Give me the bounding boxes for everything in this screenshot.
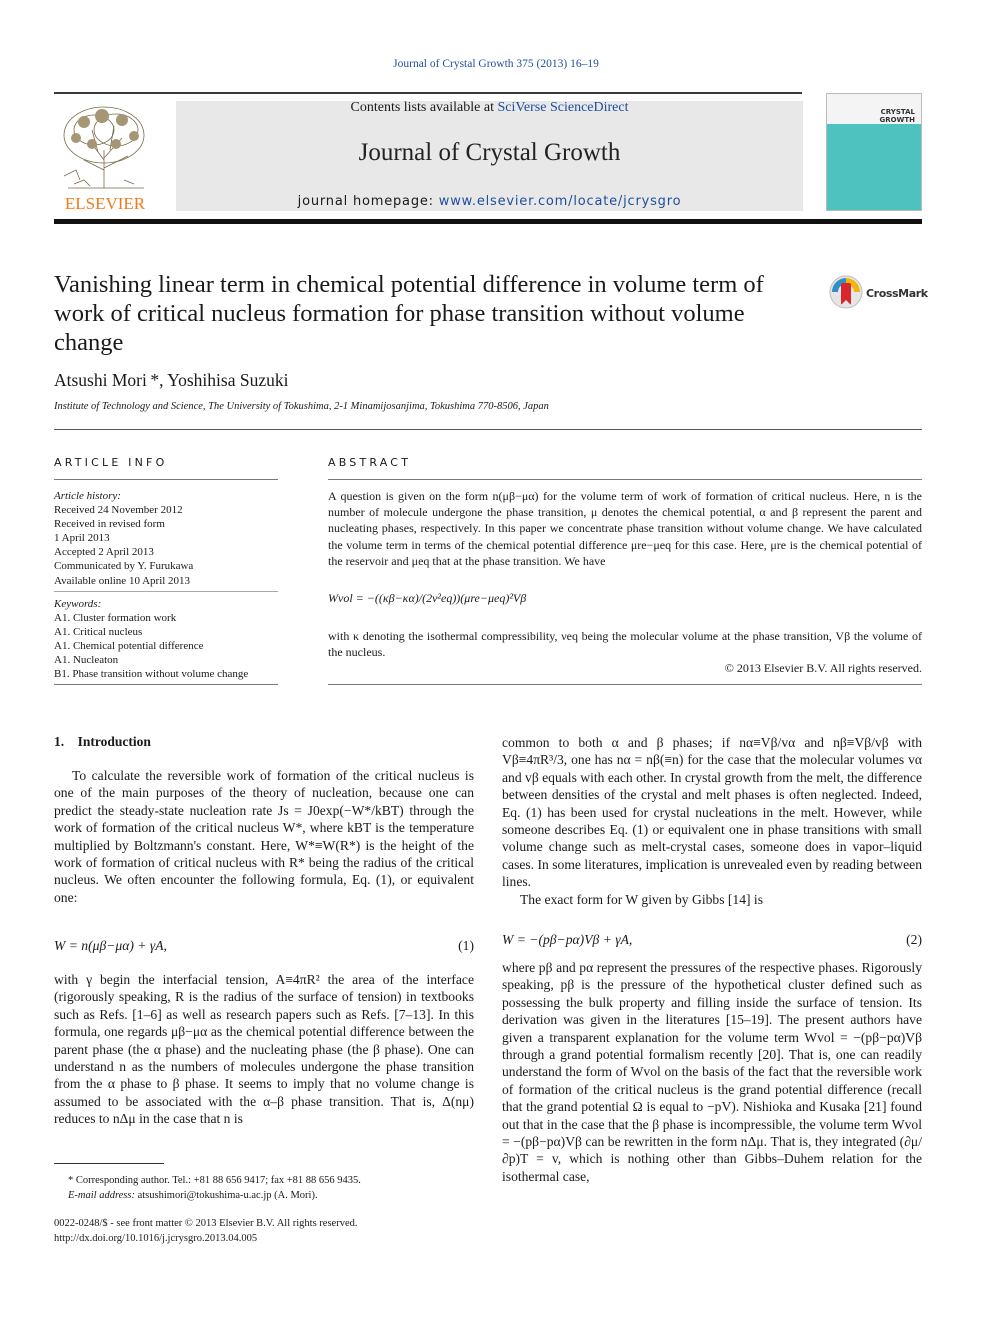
keyword-item: A1. Chemical potential difference [54,640,204,653]
corresponding-author-note: * Corresponding author. Tel.: +81 88 656 9417; fax +81 88 656 9435. [68,1175,361,1186]
abstract-rule [328,479,922,480]
equation-2 [502,932,922,948]
keywords-rule [54,591,278,592]
history-heading: Article history: [54,490,121,502]
doi-link[interactable]: http://dx.doi.org/10.1016/j.jcrysgro.2013.04.005 [54,1233,258,1244]
article-history [54,489,284,588]
email-note [54,1188,474,1203]
footnote-block [54,1173,474,1203]
equation-1 [54,938,474,954]
body-text: common to both α and β phases; if nα≡Vβ/vα and nβ≡Vβ/vβ with Vβ≡4πR³/3, one has nα = nβ(≡n) for the case that the molecular volumes vα and vβ equals with each other. In crystal growth from the melt, the difference between densities of the crystal and melt phases is often neglected. Indeed, Eq. (1) has been used for crystal nucleations in the melt. However, while someone describes Eq. (1) or equivalent one in phase transitions with small volume change such as melt-crystal cases, someone does in vapor–liquid cases. In some literatures, implication is unrevealed even by reading between lines. [502,735,922,890]
cover-title-line-2: GROWTH [879,116,915,124]
abstract-heading: ABSTRACT [328,456,412,469]
abstract-formula: Wvol = −((κβ−κα)/(2v²eq))(μre−μeq)²Vβ [328,591,527,605]
svg-text:ELSEVIER: ELSEVIER [64,194,146,213]
crossmark-label[interactable]: CrossMark [866,287,928,300]
body-text: The exact form for W given by Gibbs [14] is [520,891,763,907]
cover-title [880,108,915,124]
equation-2-formula: W = −(pβ−pα)Vβ + γA, [502,932,633,947]
header-bottom-rule [54,219,922,224]
elsevier-tree-logo [54,100,156,215]
sciencedirect-link[interactable]: SciVerse ScienceDirect [497,100,629,115]
intro-paragraph-1 [54,767,474,906]
homepage-prefix: journal homepage: [297,194,439,209]
keyword-item: A1. Critical nucleus [54,626,143,639]
article-info-bottom-rule [54,684,278,685]
article-title: Vanishing linear term in chemical potential difference in volume term of work of critical nucleus formation for phase transition without volume change [54,271,764,356]
author-affiliation: Institute of Technology and Science, The University of Tokushima, 2-1 Minamijosanjima, Tokushima 770-8506, Japan [54,401,549,412]
history-item: Accepted 2 April 2013 [54,546,154,559]
journal-homepage-line [176,194,803,209]
history-item: Received 24 November 2012 [54,504,183,517]
abstract-paragraph-2: with κ denoting the isothermal compressibility, νeq being the molecular volume at the phase transition, Vβ the volume of the nucleus. [328,629,922,660]
article-info-rule [54,479,278,480]
keywords-heading: Keywords: [54,598,102,610]
history-item: Received in revised form [54,518,165,531]
body-text: with γ begin the interfacial tension, A≡4πR² the area of the interface (rigorously speaking, R is the radius of the surface of tension) in textbooks such as Refs. [1–6] as well as research papers such as Refs. [7–13]. In this formula, one regards μβ−μα as the chemical potential difference between the parent phase (the α phase) and the nucleating phase (the β phase). One can understand n as the numbers of molecules undergone the phase transition from the α phase to β phase. It seems to imply that no volume change is assumed to be associated with the α–β phase transition. That is, Δ(nμ) reduces to nΔμ in the case that n is [54,972,474,1127]
issn-block [54,1216,474,1246]
cover-color-band [827,124,921,210]
body-text: where pβ and pα represent the pressures of the respective phases. Rigorously speaking, pβ is the pressure of the hypothetical cluster defined such as possessing the bulk property and filling inside the surface of tension. Its derivation was given in the literatures [15–19]. The present authors have given a transparent explanation for the volume term Wvol = −(pβ−pα)Vβ through a grand potential formalism recently [20]. That is, one can readily understand the form of Wvol on the basis of the fact that the reversible work of formation of the critical nucleus is the grand potential difference (recall that the grand potential Ω is equal to −pV). Nishioka and Kusaka [21] found out that in the case that the β phase is incompressible, the volume term Wvol = −(pβ−pα)Vβ can be rewritten in the form nΔμ. That is, they integrated (∂μ/∂p)T = v, which is nothing other than Gibbs–Duhem relation for the isothermal case, [502,960,922,1184]
footnote-rule [54,1163,164,1164]
keyword-item: A1. Cluster formation work [54,612,177,625]
body-text: To calculate the reversible work of formation of the critical nucleus is one of the main purposes of the theory of nucleation, because one can predict the steady-state nucleation rate Js = J0exp(−W*/kBT) through the work of formation of the critical nucleus W*, where kBT is the temperature multiplied by Boltzmann's constant. Here, W*≡W(R*) is the height of the work of formation of critical nucleus with R* being the radius of the critical nucleus. We often encounter the following formula, Eq. (1), or equivalent one: [54,768,474,905]
keywords-list [54,597,284,682]
keyword-item: A1. Nucleaton [54,654,119,667]
author-list: Atsushi Mori *, Yoshihisa Suzuki [54,370,289,390]
history-item: 1 April 2013 [54,532,110,545]
equation-2-number: (2) [906,932,922,947]
journal-citation-link[interactable]: Journal of Crystal Growth 375 (2013) 16–19 [393,58,599,70]
contents-availability-line [176,100,803,116]
abstract-bottom-rule [328,684,922,685]
homepage-link[interactable]: www.elsevier.com/locate/jcrysgro [438,194,682,209]
keyword-item: B1. Phase transition without volume change [54,668,249,681]
equation-1-formula: W = n(μβ−μα) + γA, [54,938,167,953]
journal-name: Journal of Crystal Growth [358,139,621,166]
article-info-heading: ARTICLE INFO [54,456,168,469]
introduction-heading: 1. Introduction [54,734,151,749]
intro-paragraph-4 [502,959,922,1185]
equation-1-number: (1) [458,938,474,953]
history-item: Communicated by Y. Furukawa [54,560,194,573]
intro-paragraph-2 [54,971,474,1128]
journal-cover-thumbnail [826,93,922,211]
header-top-rule [54,92,802,94]
contents-prefix: Contents lists available at [350,100,498,115]
abstract-paragraph-1: A question is given on the form n(μβ−μα) for the volume term of work of formation of critical nucleus. Here, n is the number of molecule undergone the phase transition, μ denotes the chemical potential, α and β represent the parent and nucleating phases, respectively. In this paper we concentrate phase transition without volume change. We have calculated the volume term in terms of the chemical potential difference μre−μeq for this case. Here, μre is the chemical potential of the reservoir and μeq that at the phase transition. We have [328,489,922,568]
abstract-copyright: © 2013 Elsevier B.V. All rights reserved. [724,661,922,675]
history-item: Available online 10 April 2013 [54,574,191,587]
intro-paragraph-3 [502,734,922,908]
cover-title-line-1: CRYSTAL [880,108,915,116]
title-divider [54,429,922,430]
email-address[interactable]: atsushimori@tokushima-u.ac.jp (A. Mori). [137,1190,318,1201]
issn-line: 0022-0248/$ - see front matter © 2013 Elsevier B.V. All rights reserved. [54,1218,358,1229]
email-label: E-mail address: [68,1190,138,1201]
